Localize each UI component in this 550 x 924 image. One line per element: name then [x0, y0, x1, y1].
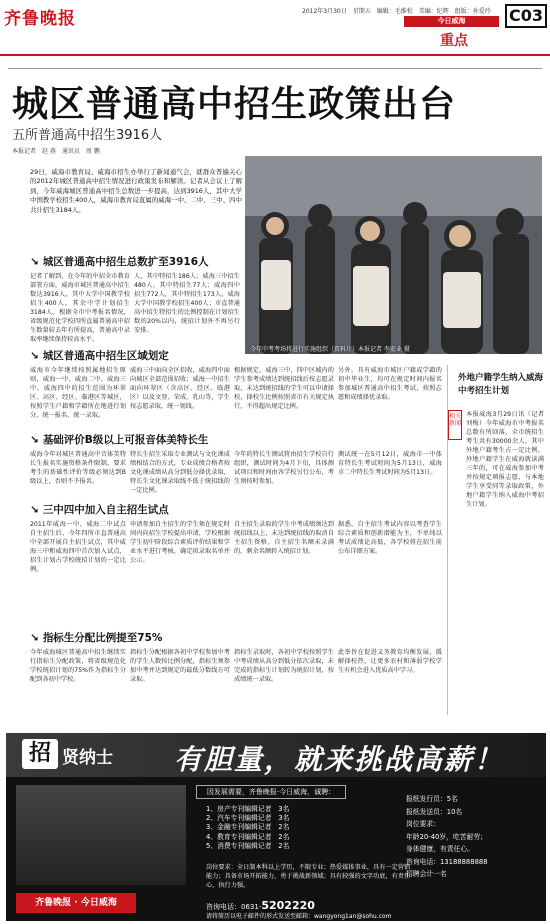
- section-4-column-2: 申请参加自主招生的学生须在规定时间内向招生学校提出申请，学校根据学生初中阶段综合素质评价结果和学业水平进行考核，确定拟录取名单并公示。: [130, 521, 230, 564]
- ad-position: 1、房产专刊编辑记者 3名: [206, 805, 290, 813]
- ad-email: 请将简历以电子邮件的形式发送至邮箱：wangyong1an@sohu.com: [206, 913, 392, 920]
- section-3-column-1: 威海今年对城区普通高中音体美特长生报名实施资格条件限制，要求考生的基础性评价等级必须达到B级以上，否则不予报名。: [30, 451, 126, 485]
- ad-right-item: 报纸发送员：10名: [406, 807, 463, 816]
- section-2-column-2: 威海三中面向全区招收，威海四中面向城区全部范围招收；威海一中招生面向环翠区（含高区、经区、临港区）以及文登、荣成、乳山等，学生按志愿录取，统一划线。: [130, 367, 230, 410]
- section-2-column-3: 根据规定，威海三中、四中区域内的学生参考成绩达到统招线后按志愿录取，未达到统招线的学生可以申请择校，择校生比例按照省市有关规定执行，不得超出规定比例。: [234, 367, 334, 410]
- ad-requirements: 岗位要求：全日制本科以上学历，不限专业；热爱媒体事业，具有一定营销能力；具备市场开拓能力，勇于挑战新领域；具有较强的文字功底，有责任心，执行力强。: [206, 864, 411, 889]
- sidebar-body: 本报威海3月29日讯（记者 刘梅）今年威海市中考报名总数有所回落，全市统招生考生共有30000余人，其中外地户籍考生占一定比例。外地户籍学生在威海就读满三年的，可在威海参加中考并按规定填报志愿，与本地学生享受同等录取政策，外地户籍学生纳入威海中考招生计划。: [466, 411, 544, 508]
- section-name: 重点: [440, 33, 468, 49]
- news-photo: [245, 156, 542, 354]
- section-tag: 今日威海: [404, 16, 499, 27]
- arrow-icon: ↘: [30, 434, 39, 446]
- section-3-column-4: 测试统一在5月12日，威海市一中体育特长生考试时间为5月13日，威海市二中特长生考试时间为5月13日。: [338, 451, 442, 476]
- dateline: 2012年3月30日 星期五 编辑：毛维松 美编：纪辉 组版：孙爱玲: [302, 8, 491, 15]
- arrow-icon: ↘: [30, 256, 39, 268]
- ad-position: 5、消费专刊编辑记者 2名: [206, 841, 290, 850]
- ad-subtitle: 贤纳士: [62, 748, 113, 768]
- lead-paragraph: 29日，威海市教育局、威海市招生办举行了新闻通气会，就群众普遍关心的2012年城区普通高中招生情况进行政策发布和解读。记者从会议上了解到，今年威海城区普通高中招生总数进一步提高，达到3916人，其中大学中国教学校招生400人，威海市教育局直属的威海一中、二中、三中、四中共计招生3184人。: [30, 168, 242, 214]
- section-title-5: ↘ 指标生分配比例提至75%: [30, 632, 163, 644]
- arrow-icon: ↘: [30, 350, 39, 362]
- section-title-4: ↘ 三中四中加入自主招生试点: [30, 504, 169, 516]
- ad-right-item: 岗位要求：: [406, 820, 440, 828]
- related-news-tag: 相关新闻: [448, 410, 462, 440]
- section-3-column-3: 今年的特长生测试将由招生学校自行组织，测试时间为4月下旬，具体测试项目和时间由各学校另行公布，考生须按时参加。: [234, 451, 334, 485]
- section-1-column-1: 记者了解到，在今年的中招全市教育部署方面，威海市城区普通高中招生数达3916人，其中大学中国教学校招生400人，其余中学计划招生3184人。根据全市中考报名情况，省级规范化学校四所直属普通高中招生数量较去年有所提高，普通高中录取率继续保持较高水平。: [30, 273, 130, 343]
- ad-position: 4、教育专刊编辑记者 2名: [206, 832, 290, 841]
- ad-right-item: 身体健康，有责任心。: [406, 845, 474, 853]
- ad-hiring-label: 因发展需要，齐鲁晚报·今日威海，诚聘：: [196, 785, 346, 799]
- section-5-column-1: 今年威海城区普通高中招生继续实行指标生分配政策，将省级规范化学校统招计划的75%作为指标生分配到各初中学校。: [30, 649, 126, 683]
- section-title-3: ↘ 基础评价B级以上可报音体美特长生: [30, 434, 209, 446]
- ad-newspaper-logo: 齐鲁晚报 · 今日威海: [16, 893, 136, 913]
- ad-position: 2、汽车专刊编辑记者 3名: [206, 814, 290, 823]
- section-1-column-2: 人，其中特招生186人；威海三中招生480人，其中特招生77人；威海四中招生772人，其中特招生173人，威海大学中国教学校招生400人；市直普通高中招生特招生的比例控制在计划招生数的20%以内，统招计划外不再另行安排。: [134, 273, 240, 334]
- section-3-column-2: 特长生招生采取专业测试与文化课成绩相结合的方式，专业成绩合格者按文化课成绩从高分到低分择优录取，特长生文化课录取线不低于统招线的一定比例。: [130, 451, 230, 494]
- recruitment-ad: [6, 733, 546, 921]
- ad-phone: 咨询电话：0631-5202220: [206, 899, 315, 912]
- section-5-column-3: 指标生录取时，各初中学校按照学生中考成绩从高分到低分依次录取，未完成的指标生计划转为统招计划，按成绩统一录取。: [234, 649, 334, 683]
- byline: 本报记者 赵 燕 通讯员 周 鹏: [12, 148, 100, 155]
- section-title-1: ↘ 城区普通高中招生总数扩至3916人: [30, 256, 209, 268]
- newspaper-logo: 齐鲁晚报: [4, 9, 76, 29]
- section-5-column-4: 此举旨在促进义务教育均衡发展，缓解择校热，让更多农村和薄弱学校学生有机会进入优质高中学习。: [338, 649, 442, 674]
- subheadline: 五所普通高中招生3916人: [12, 128, 163, 143]
- page-number: C03: [505, 4, 547, 28]
- ad-right-item: 报纸发行员：5名: [406, 795, 458, 803]
- ad-right-item: 招聘会计一名: [406, 870, 447, 878]
- section-4-column-1: 2011年威海一中、威海二中试点自主招生后，今年四所市直普通高中全部开展自主招生试点，其中威海三中和威海四中首次加入试点，招生计划占学校统招计划的一定比例。: [30, 521, 126, 573]
- photo-caption: 今年中考考场将进行实施组织（资料片）本报记者 李宏业 摄: [250, 346, 410, 353]
- arrow-icon: ↘: [30, 632, 39, 644]
- ad-right-list: [406, 793, 488, 881]
- ad-people-image: [16, 785, 186, 885]
- ad-right-item: 年龄20-40岁，吃苦耐劳；: [406, 832, 487, 841]
- section-title-2: ↘ 城区普通高中招生区域划定: [30, 350, 169, 362]
- ad-slogan: 有胆量，就来挑战高薪！: [174, 743, 505, 776]
- divider: [8, 68, 542, 69]
- section-4-column-3: 自主招生录取的学生中考成绩须达到统招线以上，未达到统招线的取消自主招生资格。自主招生名额未录满的，剩余名额转入统招计划。: [234, 521, 334, 555]
- ad-right-item: 咨询电话：13188888888: [406, 857, 488, 866]
- headline: 城区普通高中招生政策出台: [12, 83, 457, 125]
- arrow-icon: ↘: [30, 504, 39, 516]
- ad-positions-list: [206, 805, 289, 851]
- section-4-column-4: 据悉，自主招生考试内容以考查学生综合素质和创新潜能为主，不单纯以考试成绩论高低，各学校将在招生前公布详细方案。: [338, 521, 442, 555]
- section-5-column-2: 指标生分配根据各初中学校参加中考的学生人数按比例分配，指标生须参加中考并达到规定的最低分数线方可录取。: [130, 649, 230, 683]
- ad-position: 3、金融专刊编辑记者 2名: [206, 823, 290, 832]
- section-2-column-1: 威海市今年继续按照属地招生原则，威海一中、威海二中、威海三中、威海四中的招生范围为环翠区、高区、经区、临港区等城区，按照学生户籍和学籍所在地进行划分，统一报名、统一录取。: [30, 367, 126, 419]
- students-photo-illustration: [245, 156, 542, 354]
- masthead: [0, 0, 550, 56]
- ad-recruit-mark: 招: [22, 739, 58, 769]
- section-2-column-4: 另外，具有威海市城区户籍或学籍的初中毕业生，均可在规定时间内报名参加城区普通高中招生考试，按照志愿和成绩择优录取。: [338, 367, 442, 401]
- sidebar-title: 外地户籍学生纳入威海中考招生计划: [458, 373, 544, 396]
